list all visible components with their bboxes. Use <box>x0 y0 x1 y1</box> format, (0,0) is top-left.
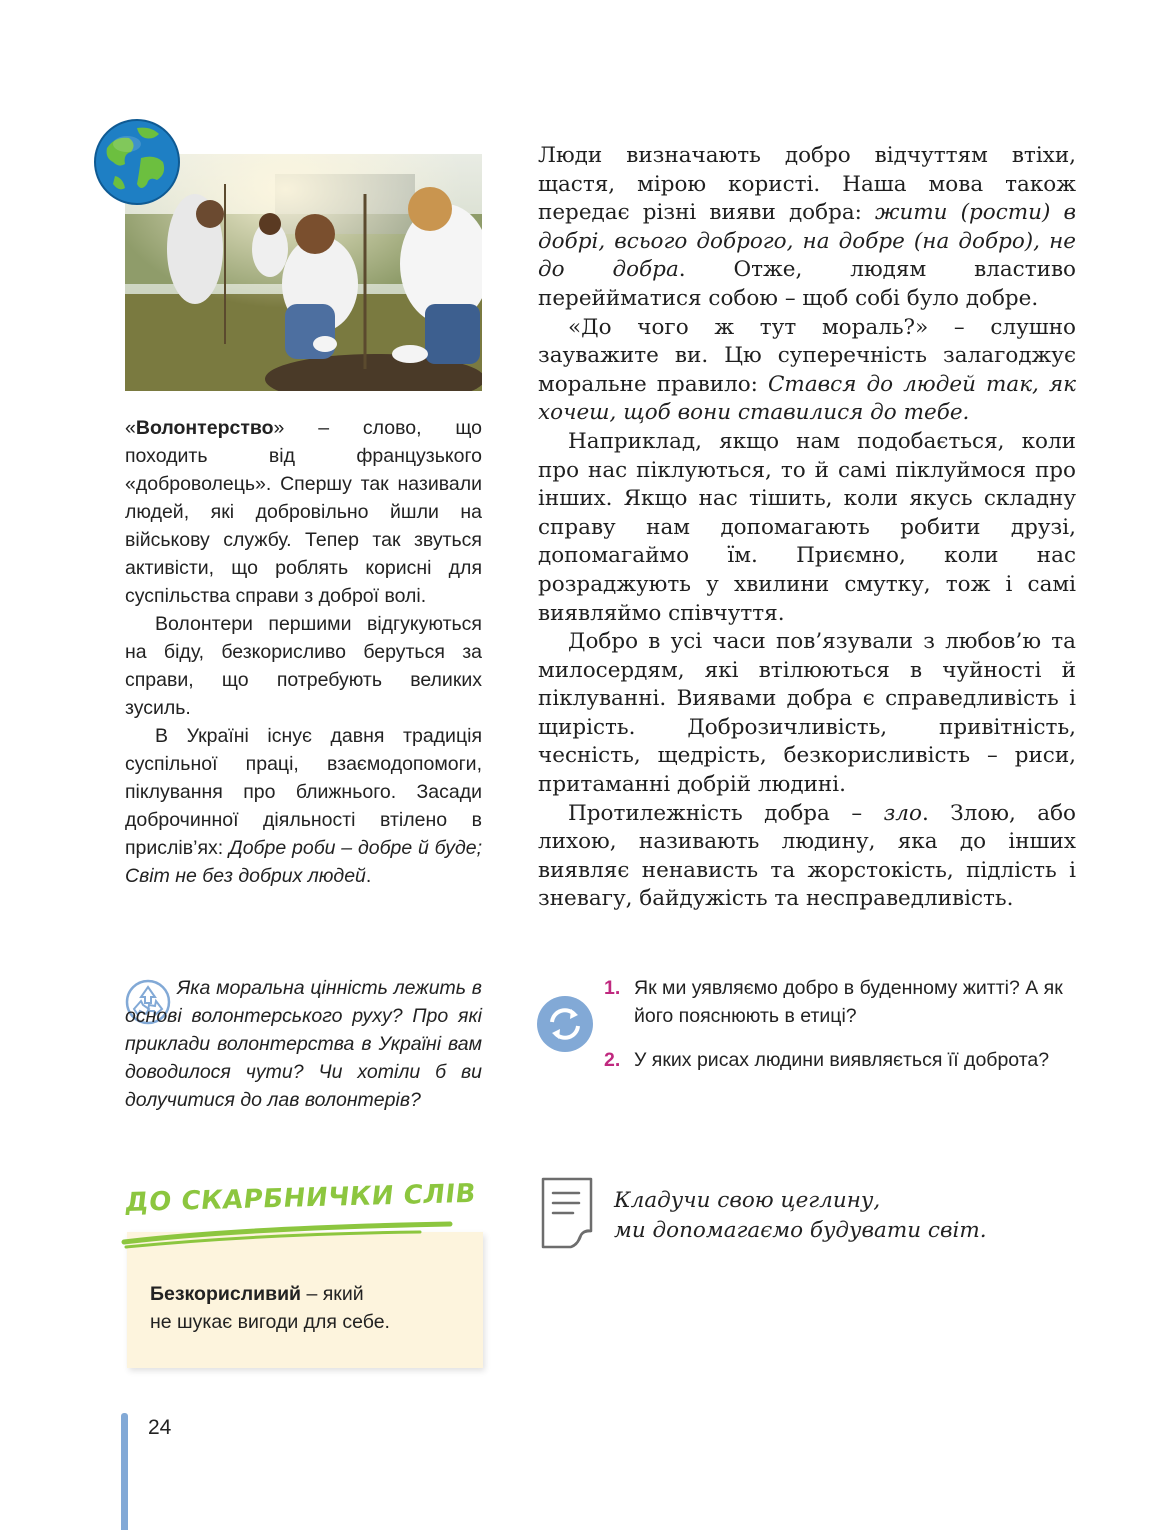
page-margin-bar <box>121 1413 128 1530</box>
main-text <box>538 142 1076 914</box>
p1-text: Люди визначають добро відчуттям втіхи, щастя, мірою користі. Наша мова також передає різні вияви добра: <box>538 143 1076 226</box>
question-item <box>604 1046 1064 1074</box>
vocab-title-underline <box>120 1220 455 1250</box>
paragraph-3: Наприклад, якщо нам подобається, коли про нас піклуються, то й самі піклуймося про інших. Якщо нас тішить, коли якусь складну справу нам допомагають робити друзі, допомагаймо їм. Приємно, коли нас розраджують у хвилини смутку, тож і самі виявляймо співчуття. <box>538 428 1076 626</box>
discussion-question <box>125 974 482 1114</box>
volunteering-text <box>125 414 482 890</box>
quote-line-2: ми допомагаємо будувати світ. <box>614 1218 987 1243</box>
p1-idioms: жити (рости) в добрі, всього доброго, на добре (на добро), не до добра <box>538 200 1076 283</box>
tradition-end: . <box>365 865 372 887</box>
proverbs: Добре роби – добре й буде; Світ не без добрих людей <box>125 837 483 887</box>
vocab-term: Безкорисливий <box>150 1283 302 1305</box>
volunteers-paragraph: Волонтери першими відгукуються на біду, безкорисливо беруться за справи, що потребують великих зусиль. <box>125 613 482 719</box>
tradition-paragraph <box>125 722 482 890</box>
quote <box>614 1186 1054 1246</box>
question-number: 1. <box>604 977 621 999</box>
review-questions <box>604 974 1064 1090</box>
p2-text: «До чого ж тут мораль?» – слушно зауважите ви. Цю суперечність залагоджує моральне правило: <box>538 314 1076 397</box>
p5-text: Протилежність добра – <box>568 800 884 826</box>
question-text: У яких рисах людини виявляється її доброта? <box>634 1049 1050 1071</box>
evil-term: зло <box>883 800 922 826</box>
paragraph-1 <box>538 142 1076 314</box>
refresh-questions-icon <box>536 995 594 1053</box>
moral-rule: Стався до людей так, як хочеш, щоб вони ставилися до тебе. <box>538 371 1077 426</box>
note-icon <box>537 1175 599 1251</box>
quote-open: « <box>125 417 136 439</box>
vocab-definition-start: – який <box>301 1283 364 1305</box>
question-number: 2. <box>604 1049 621 1071</box>
p5-text-end: . Злою, або лихою, називають людину, яка до інших виявляє ненависть та жорстокість, підлість і зневагу, байдужість та несправедливість. <box>538 800 1076 912</box>
definition-text: » – слово, що походить від французького «доброволець». Спершу так називали людей, які добровільно йшли на військову службу. Тепер так звуться активісти, що роблять корисні для суспільства справи з доброї волі. <box>125 417 482 607</box>
question-text: Яка моральна цінність лежить в основі волонтерського руху? Про які приклади волонтерства в Україні вам доводилося чути? Чи хотіли б ви долучитися до лав волонтерів? <box>125 977 482 1111</box>
p1-text-end: . Отже, людям властиво переййматися собою – щоб собі було добре. <box>538 257 1076 311</box>
tradition-text: В Україні існує давня традиція суспільної праці, взаємодопомоги, піклування про ближнього. Засади доброчинної діяльності втілено в прислів’ях: <box>125 725 482 859</box>
term-volunteering: Волонтерство <box>135 417 274 439</box>
page-number: 24 <box>148 1416 172 1439</box>
vocabulary-entry <box>150 1280 470 1336</box>
paragraph-2 <box>538 314 1076 428</box>
quote-line-1: Кладучи свою цеглину, <box>614 1188 881 1213</box>
globe-icon <box>93 118 181 206</box>
vocabulary-title: ДО СКАРБНИЧКИ СЛІВ <box>123 1178 478 1218</box>
volunteering-definition <box>125 414 482 610</box>
paragraph-5 <box>538 800 1076 914</box>
question-text: Як ми уявляємо добро в буденному житті? А як його пояснюють в етиці? <box>634 977 1063 1027</box>
vocab-definition-end: не шукає вигоди для себе. <box>150 1311 390 1333</box>
paragraph-4: Добро в усі часи пов’язували з любов’ю та милосердям, які втілюються в чуйності й піклуванні. Виявами добра є справедливість і щирість. Доброзичливість, привітність, чесність, щедрість, безкорисливість – риси, притаманні добрій людині. <box>538 629 1076 798</box>
question-item <box>604 974 1064 1030</box>
